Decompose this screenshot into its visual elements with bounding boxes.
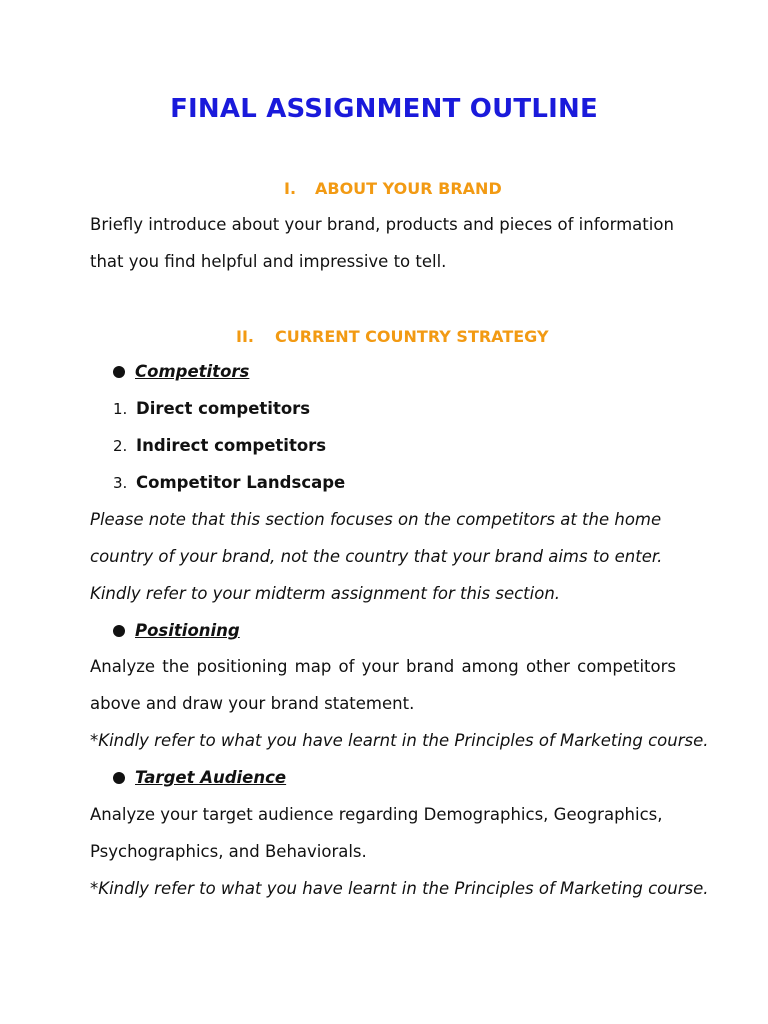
bullet-positioning <box>113 621 240 641</box>
item-number: 2. <box>113 437 128 455</box>
body-text-line: above and draw your brand statement. <box>90 694 415 713</box>
body-text-line: Psychographics, and Behaviorals. <box>90 842 367 861</box>
body-text-line: Analyze the positioning map of your brand among other competitors <box>90 657 676 676</box>
note-text-line: *Kindly refer to what you have learnt in the Principles of Marketing course. <box>90 731 709 750</box>
item-text: Direct competitors <box>136 399 311 418</box>
bullet-label: Positioning <box>135 621 240 640</box>
bullet-competitors <box>113 362 249 382</box>
note-text-line: Kindly refer to your midterm assignment for this section. <box>90 584 561 603</box>
numbered-item <box>113 473 345 493</box>
bullet-icon <box>113 366 125 378</box>
body-text-line: Briefly introduce about your brand, products and pieces of information <box>90 215 674 234</box>
bullet-label: Competitors <box>135 362 250 381</box>
body-text-line: that you find helpful and impressive to tell. <box>90 252 447 271</box>
numbered-item <box>113 399 310 419</box>
item-number: 3. <box>113 474 128 492</box>
bullet-icon <box>113 625 125 637</box>
note-text-line: *Kindly refer to what you have learnt in the Principles of Marketing course. <box>90 879 709 898</box>
body-text-line: Analyze your target audience regarding Demographics, Geographics, <box>90 805 663 824</box>
document-title: FINAL ASSIGNMENT OUTLINE <box>170 94 598 124</box>
item-text: Indirect competitors <box>136 436 327 455</box>
section-title: CURRENT COUNTRY STRATEGY <box>275 327 549 346</box>
section-numeral: II. <box>236 327 254 346</box>
item-text: Competitor Landscape <box>136 473 346 492</box>
note-text-line: Please note that this section focuses on the competitors at the home <box>90 510 662 529</box>
section-title: ABOUT YOUR BRAND <box>315 179 502 198</box>
section-heading-current-country-strategy <box>236 327 549 346</box>
section-numeral: I. <box>284 179 297 198</box>
bullet-label: Target Audience <box>135 768 287 787</box>
section-heading-about-brand <box>284 179 502 198</box>
numbered-item <box>113 436 326 456</box>
bullet-icon <box>113 772 125 784</box>
item-number: 1. <box>113 400 128 418</box>
bullet-target-audience <box>113 768 286 788</box>
note-text-line: country of your brand, not the country that your brand aims to enter. <box>90 547 663 566</box>
